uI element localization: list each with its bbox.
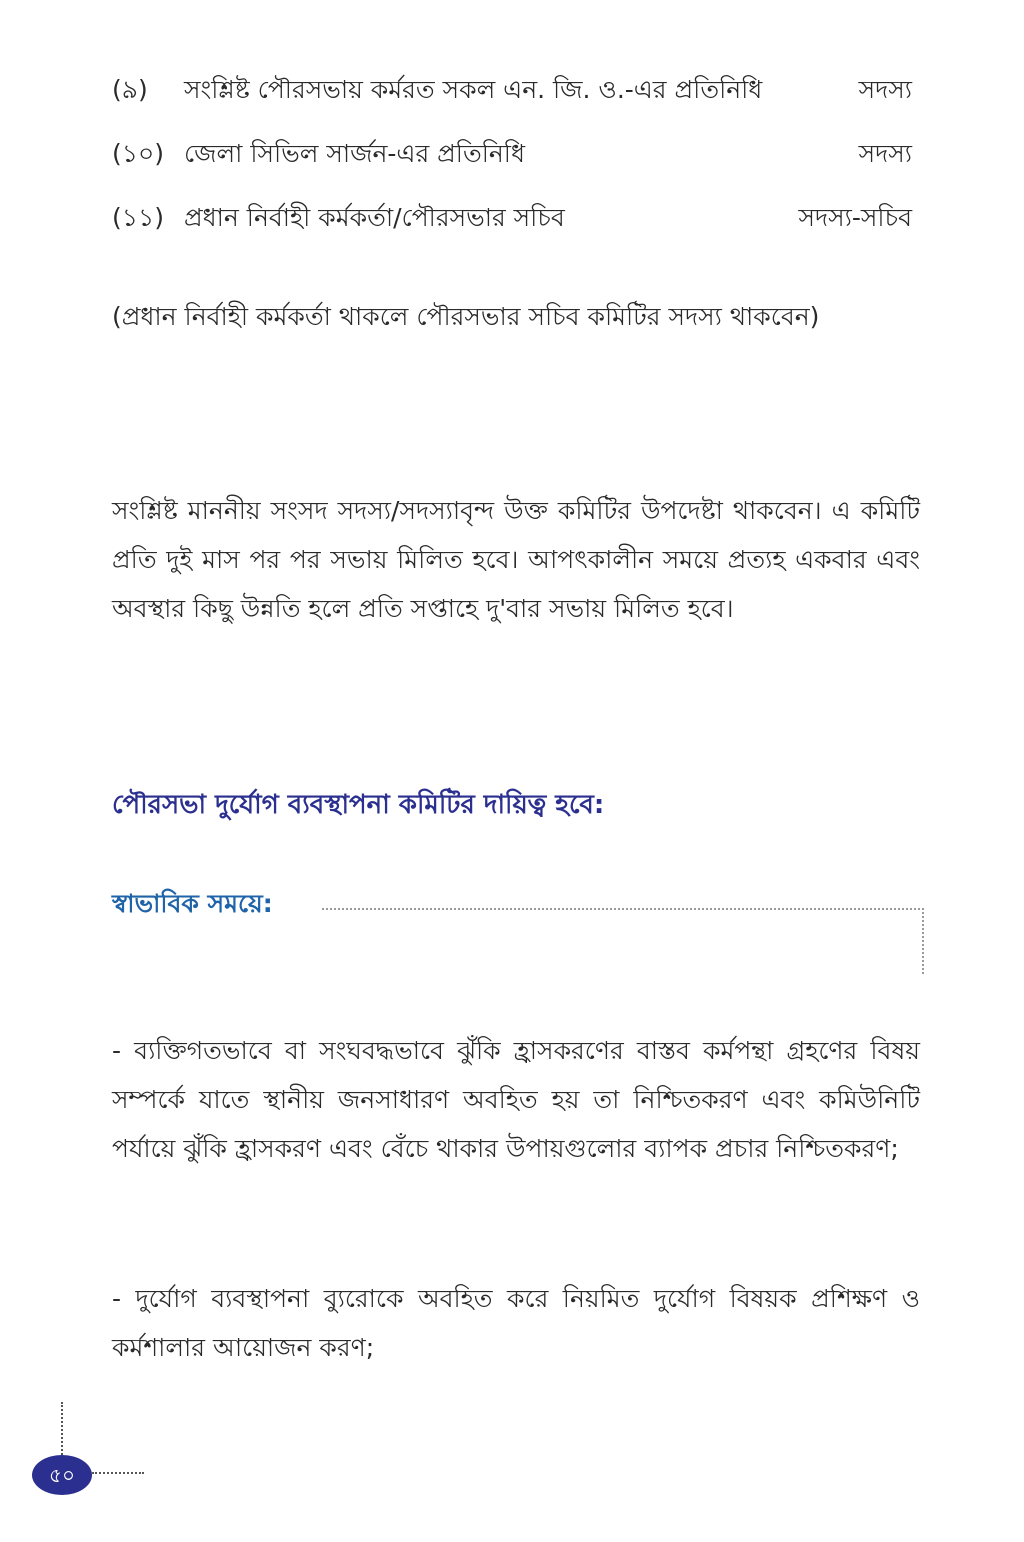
member-row — [112, 198, 912, 238]
member-role: সদস্য — [858, 75, 912, 104]
member-description: সংশ্লিষ্ট পৌরসভায় কর্মরত সকল এন. জি. ও.-এর প্রতিনিধি — [184, 75, 763, 104]
bullet-item: - দুর্যোগ ব্যবস্থাপনা ব্যুরোকে অবহিত করে নিয়মিত দুর্যোগ বিষয়ক প্রশিক্ষণ ও কর্মশালার আয়োজন করণ; — [112, 1284, 920, 1362]
page-corner-dots-vertical — [61, 1402, 63, 1458]
member-number: (৯) — [112, 75, 148, 104]
meeting-paragraph: সংশ্লিষ্ট মাননীয় সংসদ সদস্য/সদস্যাবৃন্দ উক্ত কমিটির উপদেষ্টা থাকবেন। এ কমিটি প্রতি দুই মাস পর পর সভায় মিলিত হবে। আপৎকালীন সময়ে প্রত্যহ একবার এবং অবস্থার কিছু উন্নতি হলে প্রতি সপ্তাহে দু'বার সভায় মিলিত হবে। — [112, 496, 920, 623]
membership-note: (প্রধান নির্বাহী কর্মকর্তা থাকলে পৌরসভার সচিব কমিটির সদস্য থাকবেন) — [112, 302, 820, 331]
section-heading: পৌরসভা দুর্যোগ ব্যবস্থাপনা কমিটির দায়িত্ব হবে: — [112, 790, 605, 820]
member-row — [112, 134, 912, 174]
member-description: প্রধান নির্বাহী কর্মকর্তা/পৌরসভার সচিব — [184, 203, 565, 232]
page-corner-dots-horizontal — [92, 1472, 144, 1474]
section-subheading: স্বাভাবিক সময়ে: — [112, 889, 273, 918]
page-number: ৫০ — [32, 1455, 92, 1495]
dotted-divider — [322, 908, 924, 974]
bullet-item: - ব্যক্তিগতভাবে বা সংঘবদ্ধভাবে ঝুঁকি হ্রাসকরণের বাস্তব কর্মপন্থা গ্রহণের বিষয় সম্পর্কে যাতে স্থানীয় জনসাধারণ অবহিত হয় তা নিশ্চিতকরণ এবং কমিউনিটি পর্যায়ে ঝুঁকি হ্রাসকরণ এবং বেঁচে থাকার উপায়গুলোর ব্যাপক প্রচার নিশ্চিতকরণ; — [112, 1036, 920, 1163]
member-description: জেলা সিভিল সার্জন-এর প্রতিনিধি — [184, 139, 525, 168]
member-role: সদস্য-সচিব — [798, 203, 912, 232]
member-number: (১১) — [112, 203, 164, 232]
member-row — [112, 70, 912, 110]
member-role: সদস্য — [858, 139, 912, 168]
member-number: (১০) — [112, 139, 164, 168]
